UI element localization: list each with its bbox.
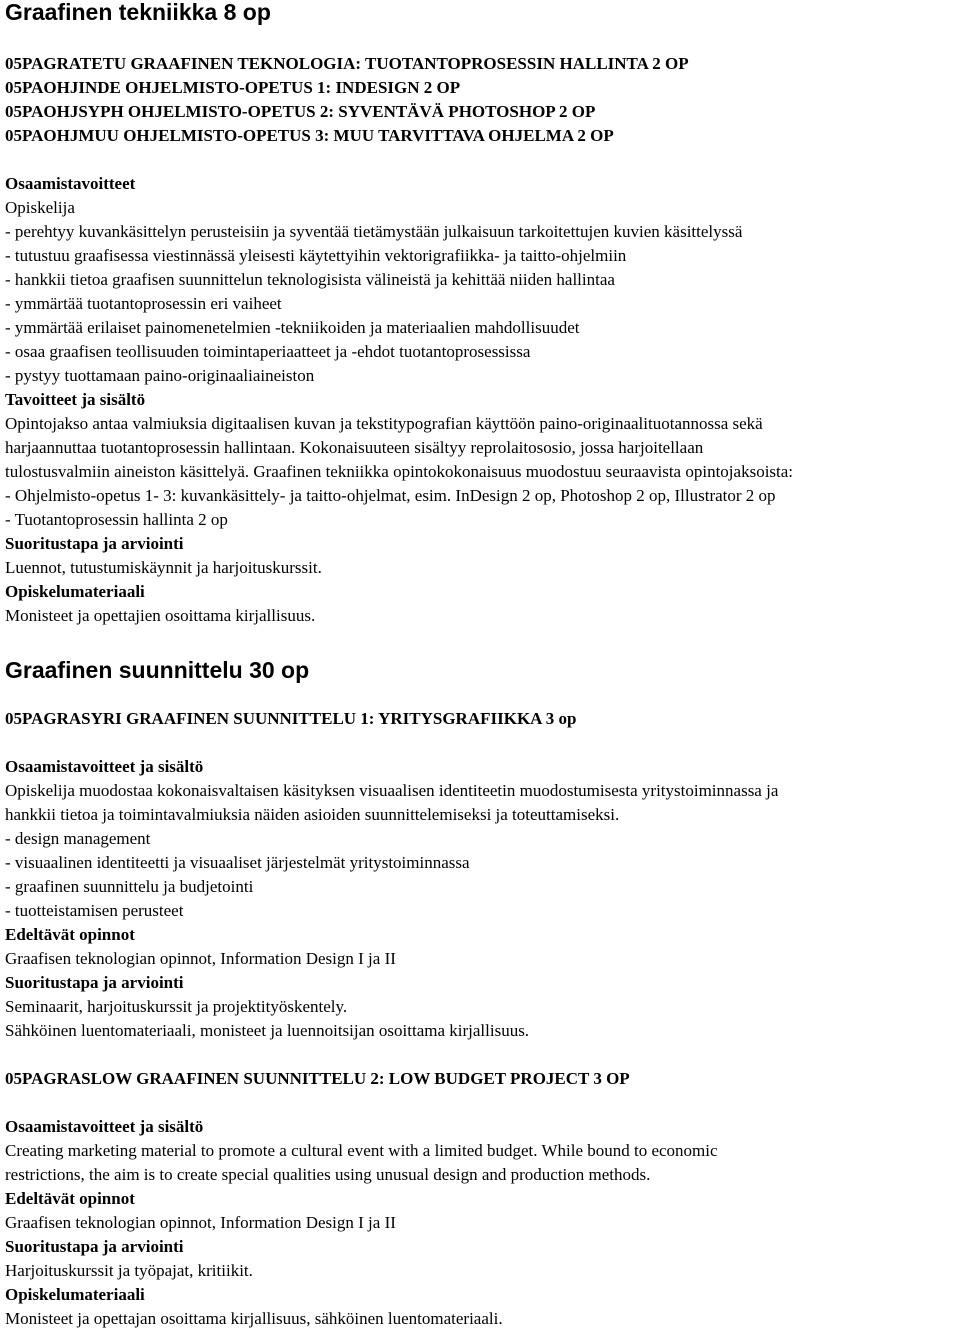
goal-line: Creating marketing material to promote a cultural event with a limited budget. While bound to economic xyxy=(5,1141,718,1160)
content-line: - Ohjelmisto-opetus 1- 3: kuvankäsittely- ja taitto-ohjelmat, esim. InDesign 2 op, Photoshop 2 op, Illustrator 2 op xyxy=(5,486,776,505)
course-code: 05PAGRASLOW GRAAFINEN SUUNNITTELU 2: LOW BUDGET PROJECT 3 OP xyxy=(5,1069,630,1088)
content-line: harjaannuttaa tuotantoprosessin hallintaan. Kokonaisuuteen sisältyy reprolaitososio, jossa harjoitellaan xyxy=(5,438,704,457)
goal-line: - design management xyxy=(5,829,151,848)
method-text: Seminaarit, harjoituskurssit ja projektityöskentely. xyxy=(5,997,348,1016)
goal-line: - visuaalinen identiteetti ja visuaaliset järjestelmät yritystoiminnassa xyxy=(5,853,470,872)
goal-item: - tutustuu graafisessa viestinnässä yleisesti käytettyihin vektorigrafiikka- ja taitto-ohjelmiin xyxy=(5,246,627,265)
course-code: 05PAGRATETU GRAAFINEN TEKNOLOGIA: TUOTANTOPROSESSIN HALLINTA 2 OP xyxy=(5,54,689,73)
course-code: 05PAGRASYRI GRAAFINEN SUUNNITTELU 1: YRITYSGRAFIIKKA 3 op xyxy=(5,709,577,728)
goal-item: - ymmärtää erilaiset painomenetelmien -tekniikoiden ja materiaalien mahdollisuudet xyxy=(5,318,580,337)
method-heading: Suoritustapa ja arviointi xyxy=(5,534,184,553)
method-heading: Suoritustapa ja arviointi xyxy=(5,973,184,992)
material-text: Sähköinen luentomateriaali, monisteet ja luennoitsijan osoittama kirjallisuus. xyxy=(5,1021,530,1040)
method-text: Harjoituskurssit ja työpajat, kritiikit. xyxy=(5,1261,253,1280)
goals-content-heading: Osaamistavoitteet ja sisältö xyxy=(5,757,204,776)
goal-item: - pystyy tuottamaan paino-originaaliaineiston xyxy=(5,366,315,385)
material-heading: Opiskelumateriaali xyxy=(5,1285,145,1304)
goal-item: - osaa graafisen teollisuuden toimintaperiaatteet ja -ehdot tuotantoprosessissa xyxy=(5,342,531,361)
prereq-text: Graafisen teknologian opinnot, Information Design I ja II xyxy=(5,949,396,968)
method-text: Luennot, tutustumiskäynnit ja harjoituskurssit. xyxy=(5,558,322,577)
student-label: Opiskelija xyxy=(5,198,75,217)
prereq-heading: Edeltävät opinnot xyxy=(5,925,135,944)
goal-item: - ymmärtää tuotantoprosessin eri vaiheet xyxy=(5,294,282,313)
content-line: - Tuotantoprosessin hallinta 2 op xyxy=(5,510,228,529)
goal-line: - graafinen suunnittelu ja budjetointi xyxy=(5,877,254,896)
material-heading: Opiskelumateriaali xyxy=(5,582,145,601)
goal-item: - perehtyy kuvankäsittelyn perusteisiin ja syventää tietämystään julkaisuun tarkoitettujen kuvien käsittelyssä xyxy=(5,222,743,241)
course-code: 05PAOHJINDE OHJELMISTO-OPETUS 1: INDESIGN 2 OP xyxy=(5,78,461,97)
course-code-list xyxy=(5,52,960,148)
goal-line: - tuotteistamisen perusteet xyxy=(5,901,184,920)
content-heading: Tavoitteet ja sisältö xyxy=(5,390,146,409)
goal-line: restrictions, the aim is to create special qualities using unusual design and production methods. xyxy=(5,1165,651,1184)
goals-block xyxy=(5,172,960,628)
course-code: 05PAOHJMUU OHJELMISTO-OPETUS 3: MUU TARVITTAVA OHJELMA 2 OP xyxy=(5,126,614,145)
material-text: Monisteet ja opettajan osoittama kirjallisuus, sähköinen luentomateriaali. xyxy=(5,1309,503,1328)
goal-line: Opiskelija muodostaa kokonaisvaltaisen käsityksen visuaalisen identiteetin muodostumisesta yritystoiminnassa ja xyxy=(5,781,779,800)
course2-block xyxy=(5,1115,960,1331)
course-code: 05PAOHJSYPH OHJELMISTO-OPETUS 2: SYVENTÄVÄ PHOTOSHOP 2 OP xyxy=(5,102,596,121)
content-line: Opintojakso antaa valmiuksia digitaalisen kuvan ja tekstitypografian käyttöön paino-originaalituotannossa sekä xyxy=(5,414,763,433)
content-line: tulostusvalmiin aineiston käsittelyä. Graafinen tekniikka opintokokonaisuus muodostuu seuraavista opintojaksoista: xyxy=(5,462,794,481)
section-title-graphic-design: Graafinen suunnittelu 30 op xyxy=(5,657,310,683)
goals-content-heading: Osaamistavoitteet ja sisältö xyxy=(5,1117,204,1136)
goals-heading: Osaamistavoitteet xyxy=(5,174,136,193)
material-text: Monisteet ja opettajien osoittama kirjallisuus. xyxy=(5,606,316,625)
goal-line: hankkii tietoa ja toimintavalmiuksia näiden asioiden suunnittelemiseksi ja toteuttamiseksi. xyxy=(5,805,620,824)
course1-block xyxy=(5,755,960,1043)
prereq-heading: Edeltävät opinnot xyxy=(5,1189,135,1208)
method-heading: Suoritustapa ja arviointi xyxy=(5,1237,184,1256)
goal-item: - hankkii tietoa graafisen suunnittelun teknologisista välineistä ja kehittää niiden hallintaa xyxy=(5,270,615,289)
prereq-text: Graafisen teknologian opinnot, Information Design I ja II xyxy=(5,1213,396,1232)
section-title-graphic-technology: Graafinen tekniikka 8 op xyxy=(5,0,271,25)
